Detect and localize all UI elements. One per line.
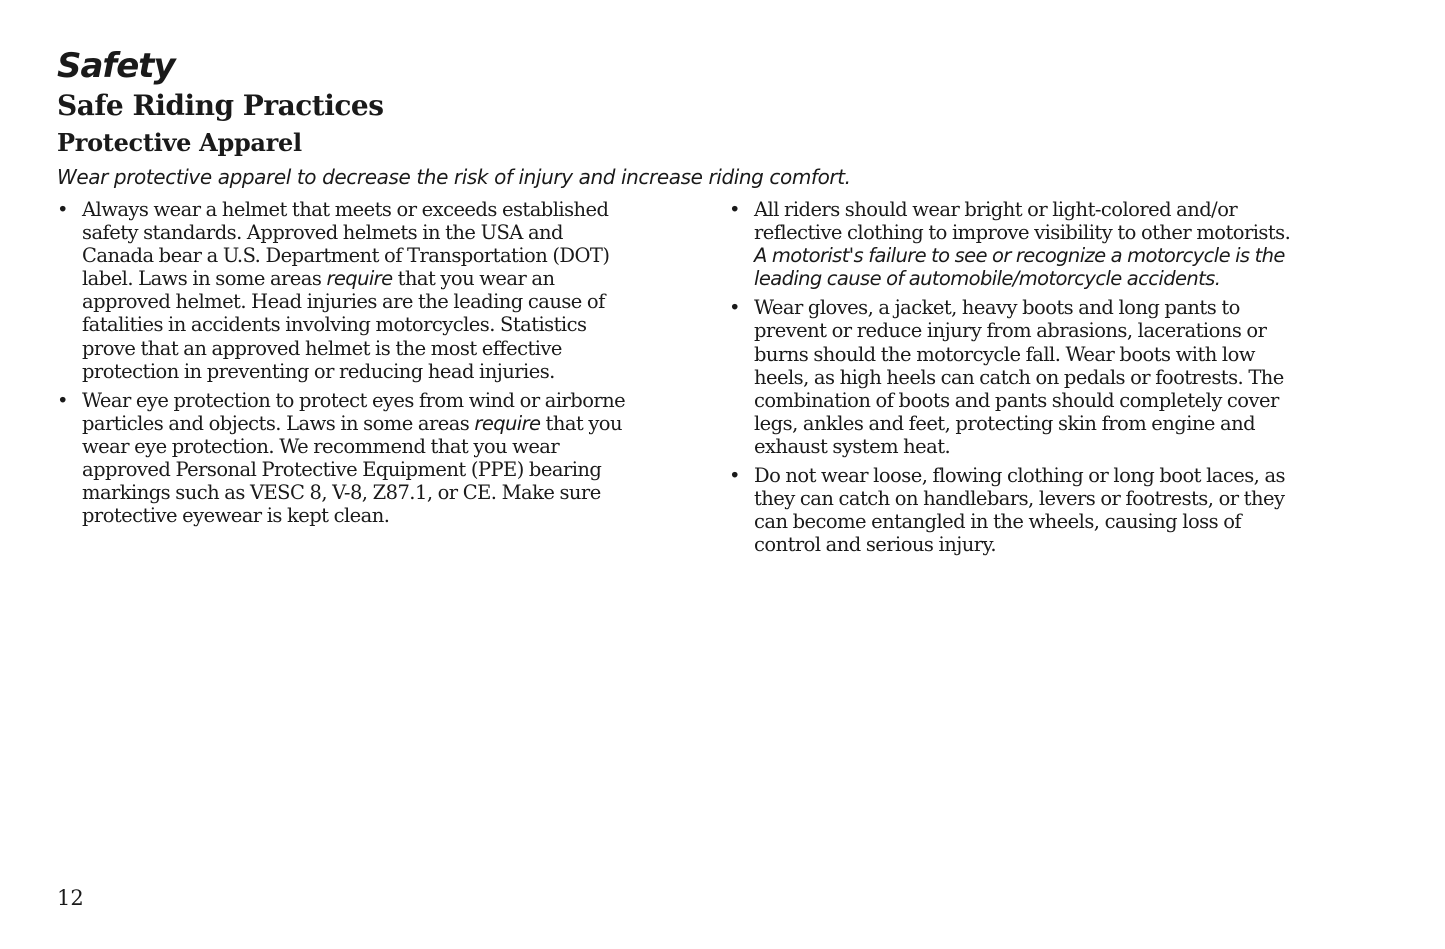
text-line	[82, 267, 707, 290]
sub-heading: Protective Apparel	[57, 128, 302, 157]
text-line: exhaust system heat.	[754, 434, 951, 458]
bullet-marker: •	[57, 388, 68, 412]
emphasis-line: leading cause of automobile/motorcycle accidents.	[754, 267, 1221, 291]
text-line: markings such as VESC 8, V-8, Z87.1, or CE. Make sure	[82, 481, 601, 505]
bullet-marker: •	[729, 198, 740, 221]
bullet-marker: •	[729, 296, 740, 320]
emphasis-require: require	[326, 267, 393, 291]
text-line: legs, ankles and feet, protecting skin from engine and	[754, 411, 1256, 435]
text-line: prove that an approved helmet is the most effective	[82, 336, 562, 360]
text-line: protection in preventing or reducing head injuries.	[82, 359, 555, 383]
text-line: can become entangled in the wheels, causing loss of	[754, 510, 1242, 534]
text-segment: that you wear an	[392, 267, 555, 291]
section-title: Safety	[57, 46, 175, 86]
text-segment: label. Laws in some areas	[82, 267, 327, 291]
text-line: prevent or reduce injury from abrasions, lacerations or	[754, 319, 1267, 343]
page-number: 12	[57, 886, 84, 910]
page-heading: Safe Riding Practices	[57, 89, 384, 122]
left-column	[57, 198, 707, 533]
text-line: protective eyewear is kept clean.	[82, 504, 390, 528]
bullet-loose-clothing	[729, 464, 1379, 556]
text-line: Canada bear a U.S. Department of Transportation (DOT)	[82, 244, 610, 268]
bullet-protective-gear	[729, 296, 1379, 458]
text-line: combination of boots and pants should completely cover	[754, 388, 1279, 412]
text-line: they can catch on handlebars, levers or footrests, or they	[754, 487, 1285, 511]
bullet-eye-protection	[57, 389, 707, 528]
text-line: heels, as high heels can catch on pedals or footrests. The	[754, 365, 1284, 389]
text-line	[82, 412, 707, 435]
emphasis-line: A motorist's failure to see or recognize a motorcycle is the	[754, 244, 1285, 268]
text-segment: particles and objects. Laws in some areas	[82, 411, 475, 435]
text-line: approved helmet. Head injuries are the leading cause of	[82, 290, 605, 314]
bullet-marker: •	[57, 198, 68, 221]
bullet-helmet	[57, 198, 707, 383]
text-line: Always wear a helmet that meets or exceeds established	[82, 198, 609, 221]
emphasis-require: require	[474, 411, 541, 435]
text-line: Do not wear loose, flowing clothing or long boot laces, as	[754, 464, 1286, 488]
text-line: safety standards. Approved helmets in the USA and	[82, 221, 563, 245]
right-column	[729, 198, 1379, 562]
text-line: wear eye protection. We recommend that you wear	[82, 434, 560, 458]
text-line: approved Personal Protective Equipment (PPE) bearing	[82, 458, 602, 482]
text-line: control and serious injury.	[754, 533, 997, 557]
bullet-visibility	[729, 198, 1379, 290]
text-line: All riders should wear bright or light-colored and/or	[754, 198, 1238, 221]
intro-text: Wear protective apparel to decrease the risk of injury and increase riding comfort.	[57, 165, 851, 189]
text-line: Wear eye protection to protect eyes from wind or airborne	[82, 388, 626, 412]
text-line: reflective clothing to improve visibility to other motorists.	[754, 221, 1291, 245]
text-line: fatalities in accidents involving motorcycles. Statistics	[82, 313, 587, 337]
text-segment: that you	[540, 411, 623, 435]
bullet-marker: •	[729, 464, 740, 488]
text-line: Wear gloves, a jacket, heavy boots and long pants to	[754, 296, 1240, 320]
text-line: burns should the motorcycle fall. Wear boots with low	[754, 342, 1255, 366]
